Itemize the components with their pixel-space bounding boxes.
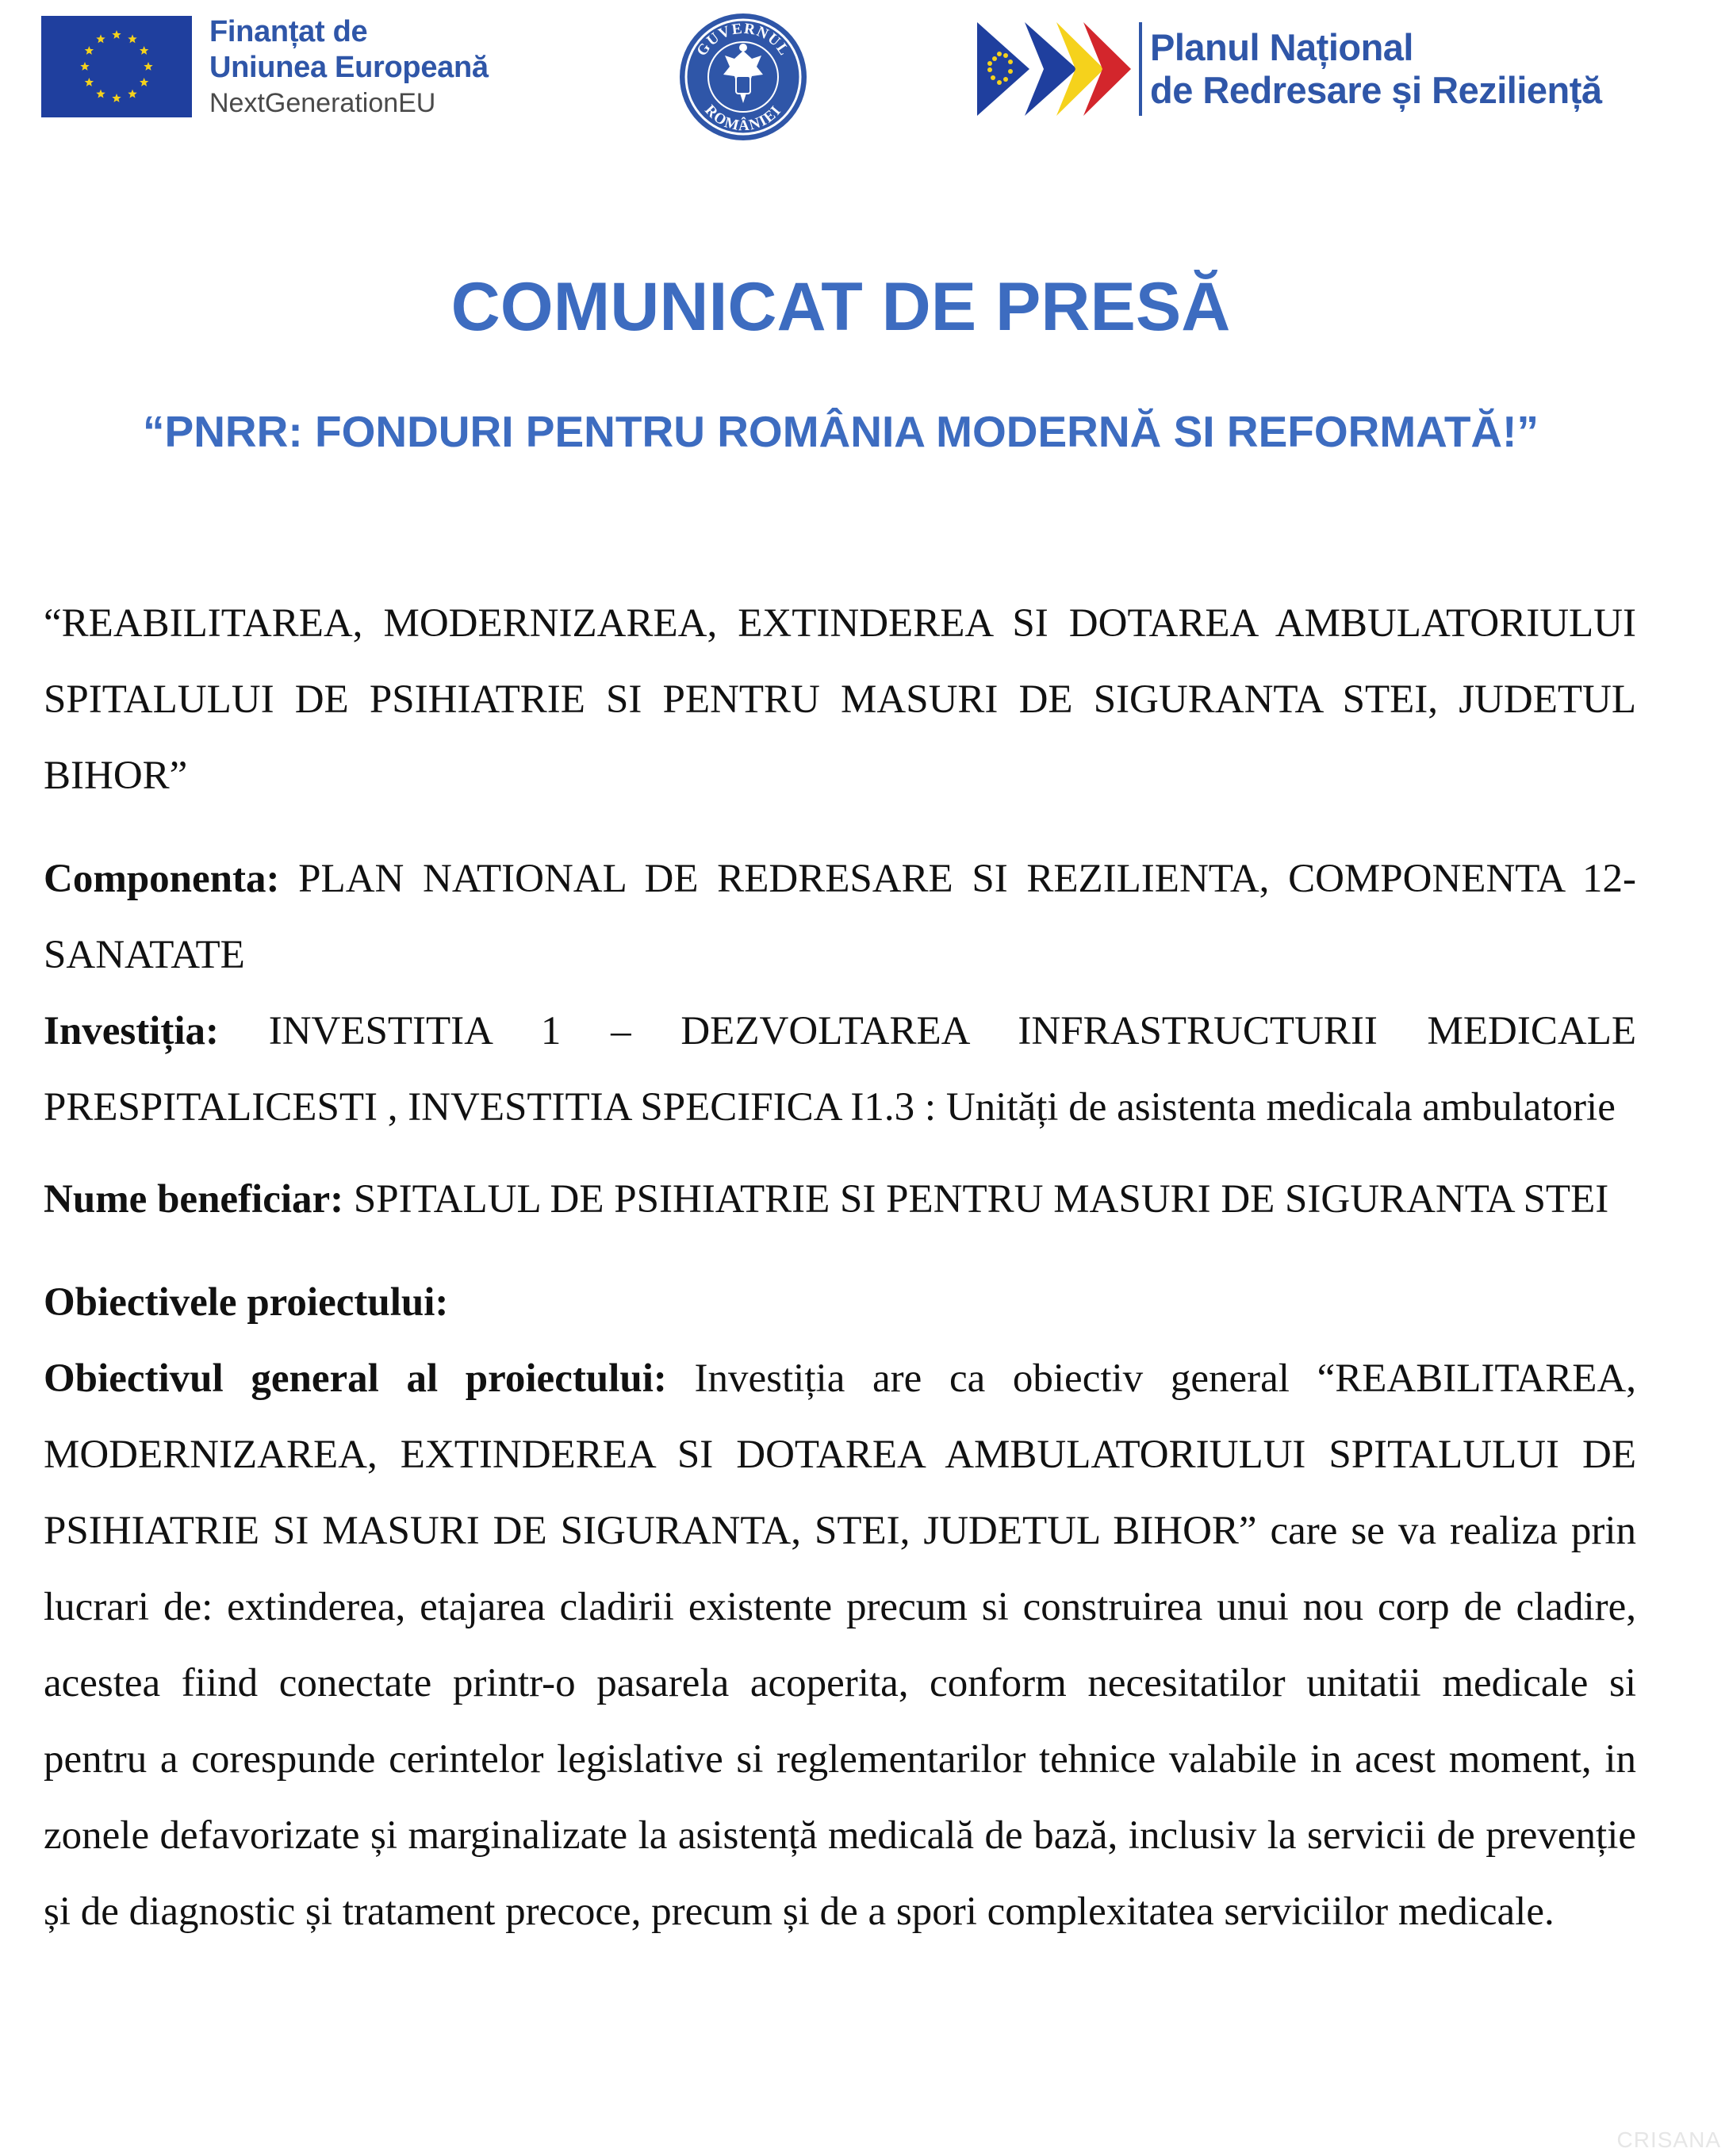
eu-logo-line1: Finanțat de <box>209 15 368 48</box>
eu-star-icon <box>80 62 89 71</box>
eu-star-icon <box>128 34 136 43</box>
eu-star-icon <box>96 34 105 43</box>
component-value: PLAN NATIONAL DE REDRESARE SI REZILIENTA, COMPONENTA 12-SANATATE <box>44 857 1636 977</box>
eu-logo-line3: NextGenerationEU <box>209 87 436 118</box>
project-title: “REABILITAREA, MODERNIZAREA, EXTINDEREA SI DOTAREA AMBULATORIULUI SPITALULUI DE PSIHIATRIE SI PENTRU MASURI DE SIGURANTA STEI, JUDETUL BIHOR” <box>44 601 1636 798</box>
beneficiary-paragraph <box>44 1161 1636 1237</box>
eu-star-icon <box>112 30 121 39</box>
eu-flag-icon <box>41 16 192 117</box>
beneficiary-value: SPITALUL DE PSIHIATRIE SI PENTRU MASURI DE SIGURANTA STEI <box>353 1177 1609 1222</box>
eu-star-icon <box>128 90 136 98</box>
general-objective-paragraph <box>44 1341 1636 1950</box>
pnrr-logo-line2: de Redresare și Reziliență <box>1150 69 1602 111</box>
watermark: CRISANA <box>1616 2127 1721 2152</box>
page-title: COMUNICAT DE PRESĂ <box>450 269 1231 345</box>
pnrr-logo-line1: Planul Național <box>1150 25 1413 68</box>
eu-funding-logo <box>41 14 489 119</box>
pnrr-arrows-icon <box>977 22 1131 116</box>
eu-star-icon <box>85 78 94 86</box>
objectives-heading: Obiectivele proiectului: <box>44 1280 449 1325</box>
general-objective-label: Obiectivul general al proiectului: <box>44 1356 667 1401</box>
component-paragraph <box>44 841 1636 993</box>
eu-star-icon <box>96 90 105 98</box>
eu-star-icon <box>140 46 148 55</box>
press-release-body <box>44 585 1636 1950</box>
investment-value: INVESTITIA 1 – DEZVOLTAREA INFRASTRUCTURII MEDICALE PRESPITALICESTI , INVESTITIA SPECIFICA I1.3 : Unități de asistenta medicala ambulatorie <box>44 1009 1636 1130</box>
pnrr-divider <box>1139 22 1142 116</box>
pnrr-logo <box>977 22 1602 116</box>
eu-star-icon <box>85 46 94 55</box>
beneficiary-label: Nume beneficiar: <box>44 1177 344 1222</box>
eu-star-icon <box>112 94 121 102</box>
investment-paragraph <box>44 993 1636 1145</box>
general-objective-value: Investiția are ca obiectiv general “REABILITAREA, MODERNIZAREA, EXTINDEREA SI DOTAREA AMBULATORIULUI SPITALULUI DE PSIHIATRIE SI MASURI DE SIGURANTA, STEI, JUDETUL BIHOR” care se va realiza prin lucrari de: extinderea, etajarea cladirii existente precum si construirea unui nou corp de cladire, acestea fiind conectate printr-o pasarela acoperita, conform necesitatilor unitatii medicale si pentru a corespunde cerintelor legislative si reglementarilor tehnice valabile in acest moment, in zonele defavorizate și marginalizate la asistență medicală de bază, inclusiv la servicii de prevenție și de diagnostic și tratament precoce, precum și de a spori complexitatea serviciilor medicale. <box>44 1356 1637 1934</box>
eu-logo-line2: Uniunea Europeană <box>209 50 489 84</box>
investment-label: Investiția: <box>44 1009 219 1053</box>
page-subtitle: “PNRR: FONDURI PENTRU ROMÂNIA MODERNĂ SI REFORMATĂ!” <box>143 407 1539 456</box>
eu-star-icon <box>144 62 152 71</box>
component-label: Componenta: <box>44 857 280 901</box>
seal-text-bottom: ROMÂNIEI <box>701 102 785 135</box>
government-seal-icon <box>676 10 811 144</box>
seal-text-top: GUVERNUL <box>693 20 793 59</box>
eu-star-icon <box>140 78 148 86</box>
